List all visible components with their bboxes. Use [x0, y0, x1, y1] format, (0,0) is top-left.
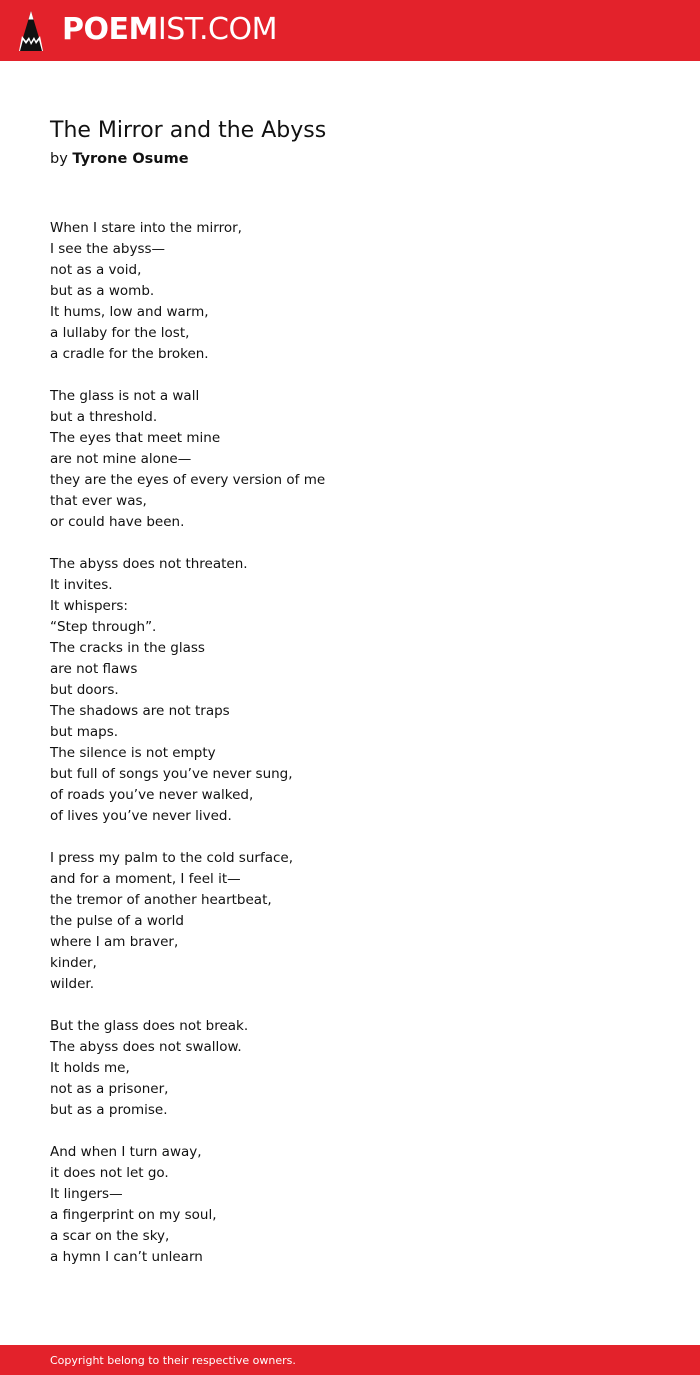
poem-line: but doors.	[50, 682, 119, 698]
site-footer	[0, 1345, 700, 1375]
poem-line: where I am braver,	[50, 934, 179, 950]
poem-line: And when I turn away,	[50, 1144, 202, 1160]
poem-line: but maps.	[50, 724, 119, 740]
by-label: by	[50, 151, 68, 167]
poem-stanza	[50, 554, 650, 827]
poem-line: a lullaby for the lost,	[50, 325, 190, 341]
poem-author: Tyrone Osume	[72, 151, 189, 167]
poem-body	[50, 218, 650, 1289]
poem-line: The cracks in the glass	[50, 640, 205, 656]
poem-stanza	[50, 218, 650, 365]
poem-line: It whispers:	[50, 598, 128, 614]
poem-line: But the glass does not break.	[50, 1018, 249, 1034]
poem-line: kinder,	[50, 955, 97, 971]
poem-line: wilder.	[50, 976, 95, 992]
pencil-tip-icon[interactable]	[18, 10, 44, 52]
poem-line: the tremor of another heartbeat,	[50, 892, 272, 908]
poem-line: not as a void,	[50, 262, 142, 278]
poem-line: It lingers—	[50, 1186, 123, 1202]
poem-line: are not flaws	[50, 661, 138, 677]
poem-line: but as a womb.	[50, 283, 155, 299]
poem-title: The Mirror and the Abyss	[50, 118, 327, 143]
poem-line: “Step through”.	[50, 619, 157, 635]
poem-line: The abyss does not swallow.	[50, 1039, 242, 1055]
poem-line: of roads you’ve never walked,	[50, 787, 254, 803]
poem-line: are not mine alone—	[50, 451, 192, 467]
poem-line: The shadows are not traps	[50, 703, 230, 719]
poem-line: It holds me,	[50, 1060, 130, 1076]
poem-line: It invites.	[50, 577, 113, 593]
poem-line: a hymn I can’t unlearn	[50, 1249, 203, 1265]
poem-line: but a threshold.	[50, 409, 158, 425]
poem-stanza	[50, 1016, 650, 1121]
poem-line: The silence is not empty	[50, 745, 216, 761]
poem-line: I see the abyss—	[50, 241, 166, 257]
poem-stanza	[50, 848, 650, 995]
poem-line: the pulse of a world	[50, 913, 184, 929]
poem-line: not as a prisoner,	[50, 1081, 169, 1097]
poem-line: but as a promise.	[50, 1102, 168, 1118]
poem-line: they are the eyes of every version of me	[50, 472, 326, 488]
poem-line: When I stare into the mirror,	[50, 220, 242, 236]
poem-line: a cradle for the broken.	[50, 346, 209, 362]
poem-line: It hums, low and warm,	[50, 304, 209, 320]
poem-line: that ever was,	[50, 493, 147, 509]
logo-light-text: IST.COM	[157, 12, 277, 47]
poem-line: The eyes that meet mine	[50, 430, 221, 446]
poem-line: The abyss does not threaten.	[50, 556, 248, 572]
poem-line: a scar on the sky,	[50, 1228, 170, 1244]
poem-line: it does not let go.	[50, 1165, 169, 1181]
logo-bold-text: POEM	[62, 12, 158, 47]
poem-line: and for a moment, I feel it—	[50, 871, 241, 887]
site-header	[0, 0, 700, 61]
poem-line: of lives you’ve never lived.	[50, 808, 232, 824]
poem-byline	[50, 149, 189, 169]
poem-stanza	[50, 386, 650, 533]
poem-line: but full of songs you’ve never sung,	[50, 766, 293, 782]
poem-line: or could have been.	[50, 514, 185, 530]
poem-stanza	[50, 1142, 650, 1268]
site-logo[interactable]	[62, 12, 277, 48]
poem-line: I press my palm to the cold surface,	[50, 850, 293, 866]
poem-line: The glass is not a wall	[50, 388, 200, 404]
poem-line: a fingerprint on my soul,	[50, 1207, 217, 1223]
copyright-notice: Copyright belong to their respective owners.	[50, 1354, 296, 1367]
